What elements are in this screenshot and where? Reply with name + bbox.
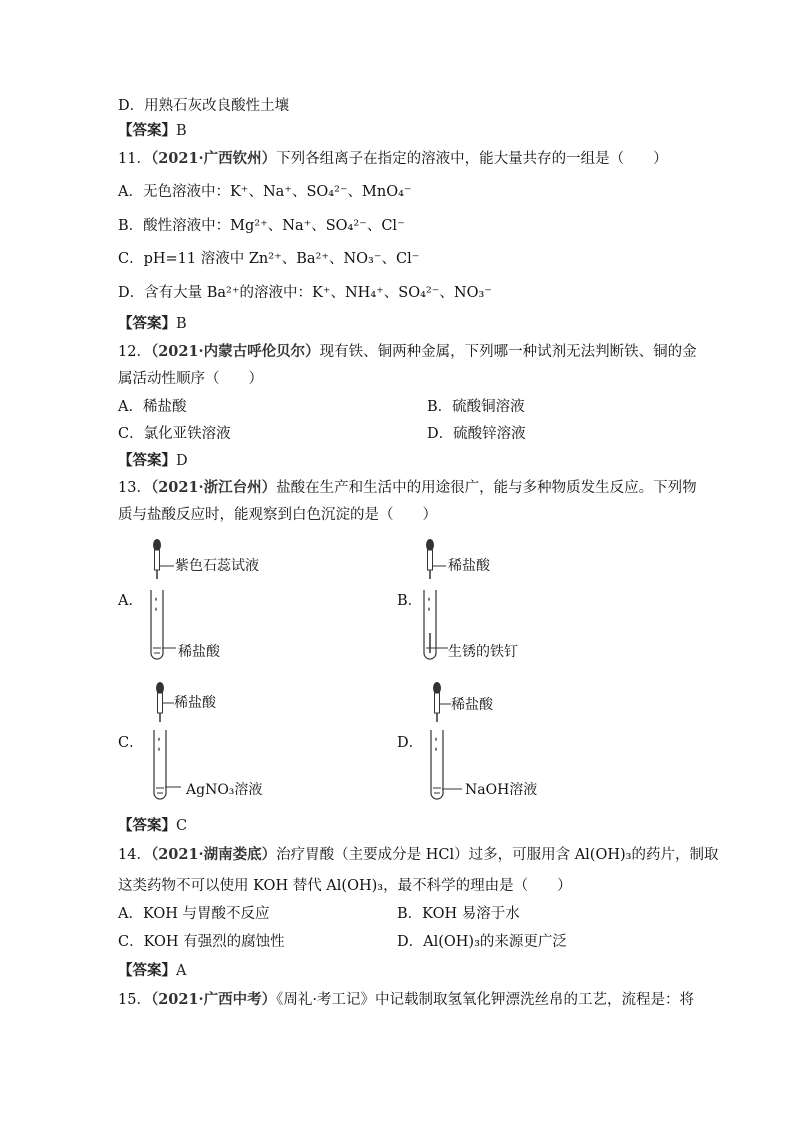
q11-stem: 11．（2021·广西钦州）下列各组离子在指定的溶液中，能大量共存的一组是（ ）: [118, 150, 668, 167]
q13-a-tube-label: 稀盐酸: [178, 644, 220, 660]
q14-stem-line2: 这类药物不可以使用 KOH 替代 Al(OH)₃，最不科学的理由是（ ）: [118, 878, 572, 894]
q13-b-tube-label: 生锈的铁钉: [448, 644, 518, 660]
q12-option-d: D．硫酸锌溶液: [427, 426, 526, 442]
q13-stem-line1: 13．（2021·浙江台州）盐酸在生产和生活中的用途很广，能与多种物质发生反应。下列物: [118, 479, 697, 496]
q14-option-d: D．Al(OH)₃的来源更广泛: [397, 934, 567, 950]
q12-stem-line2: 属活动性顺序（ ）: [118, 371, 263, 387]
q15-stem: 15．（2021·广西中考）《周礼·考工记》中记载制取氢氧化钾漂洗丝帛的工艺，流程是：将: [118, 991, 694, 1008]
q13-d-tube-label: NaOH溶液: [465, 782, 538, 798]
q14-answer: 【答案】A: [118, 962, 187, 979]
q13-option-b-letter: B．: [397, 593, 423, 609]
q14-option-c: C．KOH 有强烈的腐蚀性: [118, 934, 285, 950]
q13-stem-line2: 质与盐酸反应时，能观察到白色沉淀的是（ ）: [118, 507, 437, 523]
q12-stem-line1: 12．（2021·内蒙古呼伦贝尔）现有铁、铜两种金属，下列哪一种试剂无法判断铁、铜的金: [118, 343, 697, 360]
q12-option-a: A．稀盐酸: [118, 399, 187, 415]
q14-option-b: B．KOH 易溶于水: [397, 906, 520, 922]
q13-a-dropper-label: 紫色石蕊试液: [175, 558, 259, 574]
q10-answer: 【答案】B: [118, 122, 187, 139]
q13-d-tube-leader: [442, 783, 466, 795]
q13-d-dropper-label: 稀盐酸: [451, 697, 493, 713]
q13-c-dropper-label: 稀盐酸: [174, 695, 216, 711]
q13-answer: 【答案】C: [118, 817, 188, 834]
q12-option-b: B．硫酸铜溶液: [427, 399, 525, 415]
q12-answer: 【答案】D: [118, 452, 188, 469]
q11-option-a: A．无色溶液中：K⁺、Na⁺、SO₄²⁻、MnO₄⁻: [118, 184, 412, 200]
q14-stem-line1: 14．（2021·湖南娄底）治疗胃酸（主要成分是 HCl）过多，可服用含 Al(OH)₃的药片，制取: [118, 846, 719, 863]
q13-option-a-letter: A．: [118, 593, 143, 609]
q13-b-dropper-label: 稀盐酸: [448, 558, 490, 574]
q13-option-c-letter: C．: [118, 735, 144, 751]
q13-c-tube-leader: [165, 781, 185, 793]
q11-option-b: B．酸性溶液中：Mg²⁺、Na⁺、SO₄²⁻、Cl⁻: [118, 218, 405, 234]
q10-option-d: D．用熟石灰改良酸性土壤: [118, 98, 290, 114]
q14-option-a: A．KOH 与胃酸不反应: [118, 906, 270, 922]
q12-option-c: C．氯化亚铁溶液: [118, 426, 231, 442]
q11-answer: 【答案】B: [118, 315, 187, 332]
q11-option-c: C．pH=11 溶液中 Zn²⁺、Ba²⁺、NO₃⁻、Cl⁻: [118, 251, 420, 267]
q13-option-d-letter: D．: [397, 735, 424, 751]
q13-c-tube-label: AgNO₃溶液: [186, 782, 263, 798]
q11-option-d: D．含有大量 Ba²⁺的溶液中：K⁺、NH₄⁺、SO₄²⁻、NO₃⁻: [118, 285, 492, 301]
